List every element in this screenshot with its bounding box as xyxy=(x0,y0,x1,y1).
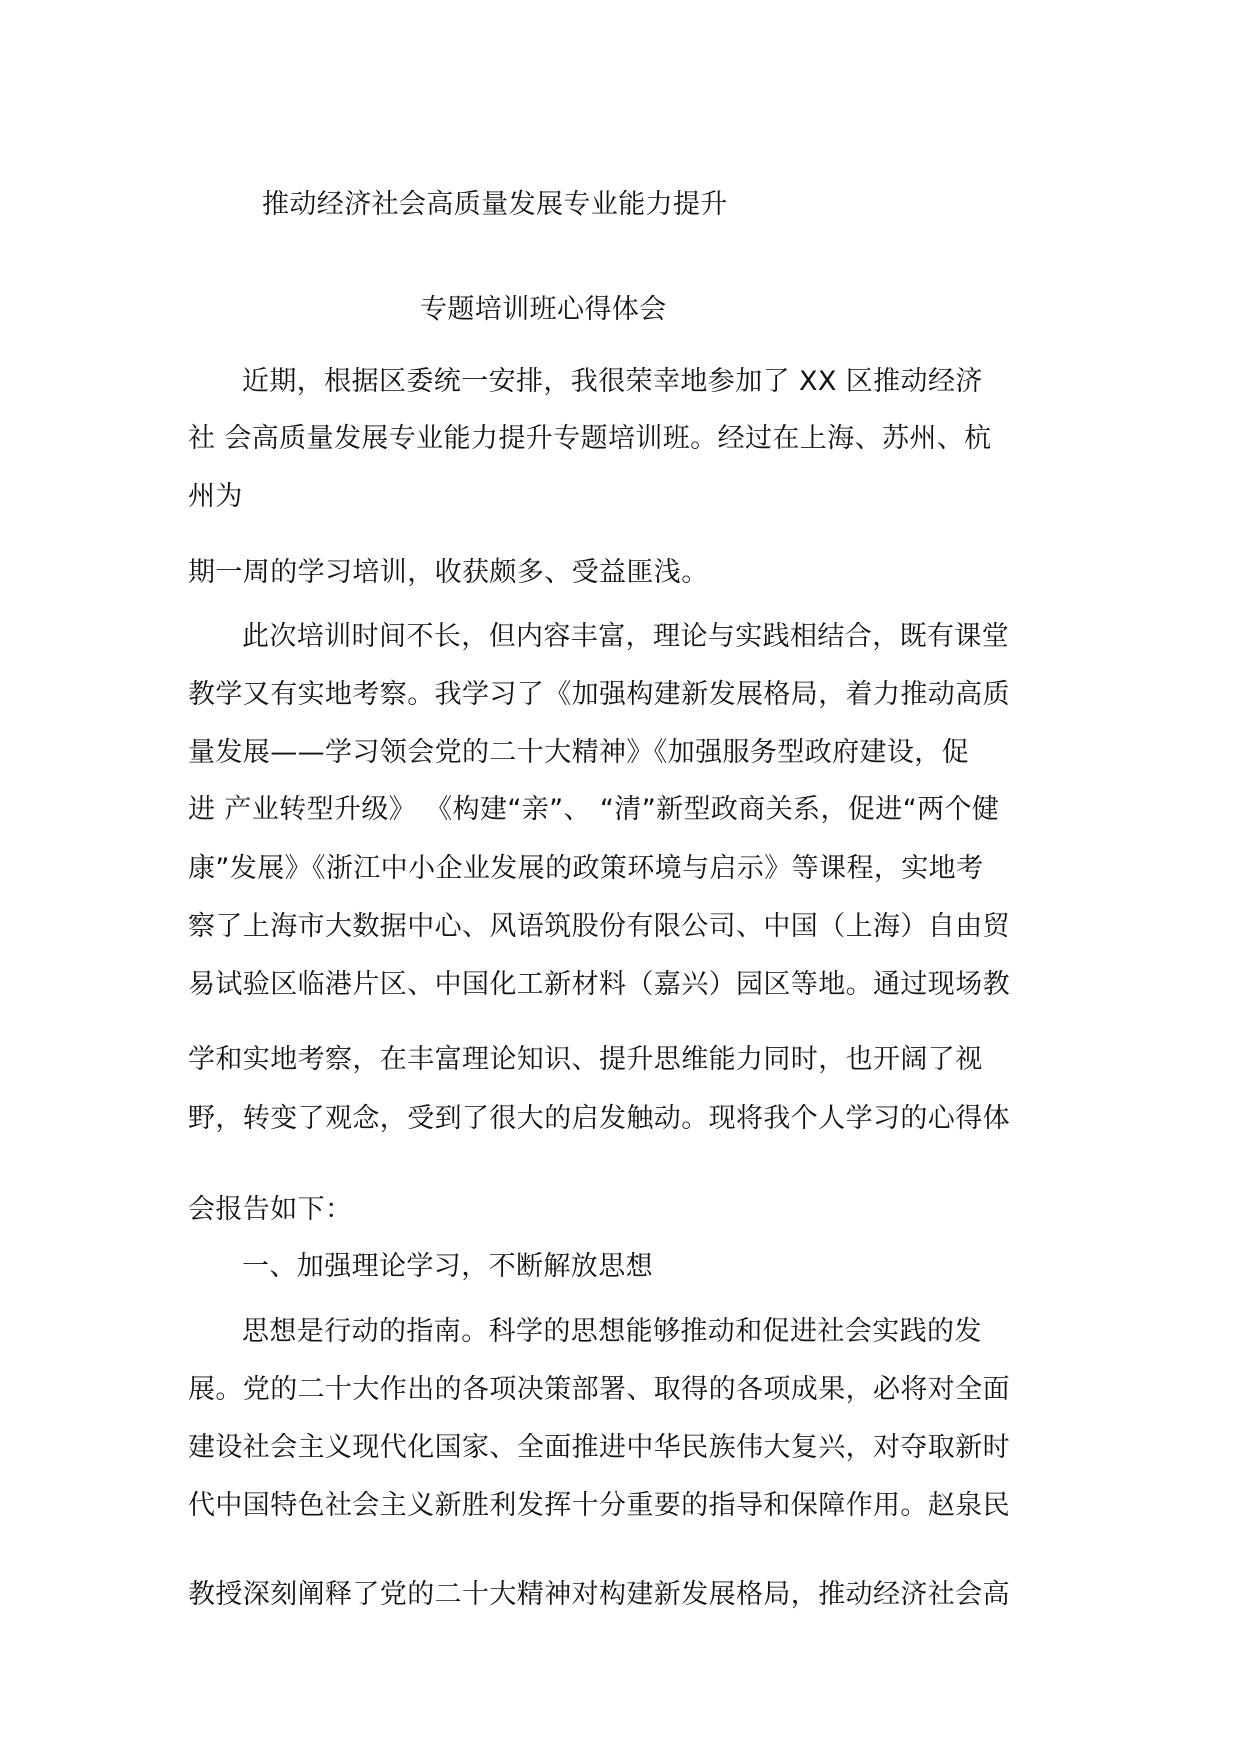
body-line: 州为 xyxy=(188,481,243,512)
body-line: 量发展——学习领会党的二十大精神》《加强服务型政府建设，促 xyxy=(188,737,970,768)
body-line: 易试验区临港片区、中国化工新材料（嘉兴）园区等地。通过现场教 xyxy=(188,969,1010,1000)
body-line: 学和实地考察，在丰富理论知识、提升思维能力同时，也开阔了视 xyxy=(188,1044,983,1075)
title-line-2: 专题培训班心得体会 xyxy=(420,294,667,325)
body-line: 展。党的二十大作出的各项决策部署、取得的各项成果，必将对全面 xyxy=(188,1374,1010,1405)
body-line: 教学又有实地考察。我学习了《加强构建新发展格局，着力推动高质 xyxy=(188,679,1010,710)
body-line: 思想是行动的指南。科学的思想能够推动和促进社会实践的发 xyxy=(242,1316,982,1347)
body-line: 此次培训时间不长，但内容丰富，理论与实践相结合，既有课堂 xyxy=(242,621,1010,652)
body-line: 教授深刻阐释了党的二十大精神对构建新发展格局，推动经济社会高 xyxy=(188,1579,1010,1610)
body-line: 建设社会主义现代化国家、全面推进中华民族伟大复兴，对夺取新时 xyxy=(188,1432,1010,1463)
body-line: 野，转变了观念，受到了很大的启发触动。现将我个人学习的心得体 xyxy=(188,1103,1010,1134)
body-line: 近期，根据区委统一安排，我很荣幸地参加了 XX 区推动经济 xyxy=(242,366,983,397)
section-heading: 一、加强理论学习，不断解放思想 xyxy=(242,1251,653,1282)
body-line: 会报告如下： xyxy=(188,1194,353,1225)
body-line: 察了上海市大数据中心、风语筑股份有限公司、中国（上海）自由贸 xyxy=(188,911,1010,942)
body-line: 期一周的学习培训，收获颇多、受益匪浅。 xyxy=(188,557,709,588)
body-line: 进 产业转型升级》 《构建“亲”、 “清”新型政商关系，促进“两个健 xyxy=(188,794,1000,825)
title-line-1: 推动经济社会高质量发展专业能力提升 xyxy=(262,189,728,220)
body-line: 代中国特色社会主义新胜利发挥十分重要的指导和保障作用。赵泉民 xyxy=(188,1490,1010,1521)
body-line: 康”发展》《浙江中小企业发展的政策环境与启示》等课程，实地考 xyxy=(188,853,984,884)
body-line: 社 会高质量发展专业能力提升专题培训班。经过在上海、苏州、杭 xyxy=(188,423,992,454)
